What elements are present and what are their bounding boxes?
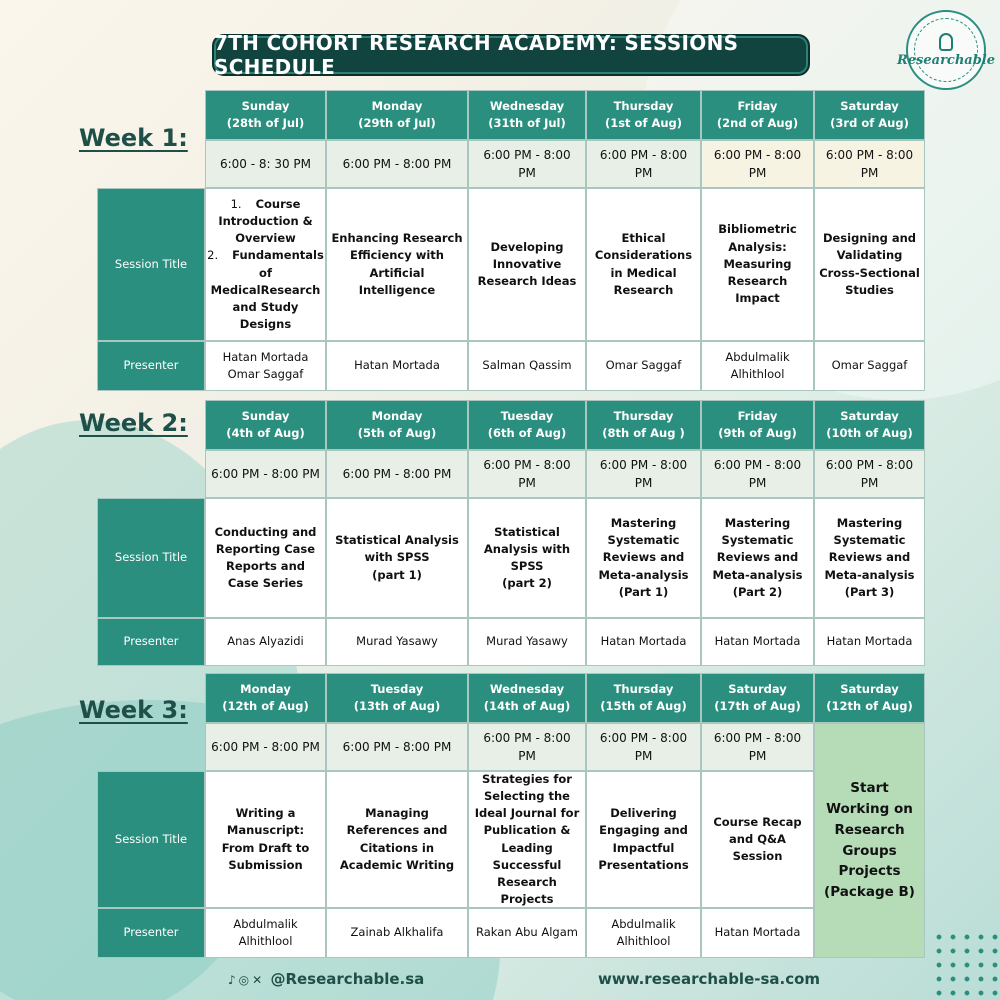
session-topic-list [207,196,324,334]
day-header-text [605,98,682,133]
social-handle[interactable] [228,970,424,988]
day-name: Thursday [613,408,674,423]
session-time: 6:00 PM - 8:00 PM [326,723,468,771]
presenter-name [701,908,814,958]
session-time: 6:00 PM - 8:00 PM [468,140,586,188]
presenter-name [326,908,468,958]
session-title [326,771,468,908]
week-2-label: Week 2: [79,409,188,437]
day-header [205,90,326,140]
presenter-name [468,618,586,666]
day-header-text [484,681,570,716]
session-title [586,498,701,618]
day-name: Saturday [728,681,787,696]
presenter-name-text: Omar Saggaf [605,358,682,373]
corner-empty [97,400,205,450]
week-2-schedule [97,400,925,666]
day-header-text [358,98,436,133]
website-link[interactable]: www.researchable-sa.com [598,970,821,988]
session-title [586,188,701,341]
session-topic-item [207,247,324,333]
day-name: Wednesday [489,681,565,696]
session-topic-text: Course Introduction & Overview [218,196,313,245]
list-number: 2. [207,248,219,263]
week-3-schedule [97,673,925,958]
session-title-text: Delivering Engaging and Impactful Presentations [598,806,689,872]
session-time: 6:00 PM - 8:00 PM [701,723,814,771]
day-header [586,673,701,723]
presenter-name [814,341,925,391]
session-title [586,771,701,908]
day-name: Sunday [241,98,290,113]
session-title-text: Enhancing Research Efficiency with Artificial Intelligence [331,231,463,297]
day-date: (10th of Aug) [826,426,913,440]
tiktok-icon[interactable]: ♪ [228,973,236,987]
session-time: 6:00 PM - 8:00 PM [468,723,586,771]
week-1-label: Week 1: [79,124,188,152]
week-1-schedule [97,90,925,391]
day-header [205,673,326,723]
day-header [326,90,468,140]
presenter-name [701,618,814,666]
week-3-label: Week 3: [79,696,188,724]
day-header-text [826,408,912,443]
day-header [814,673,925,723]
session-title-text: Statistical Analysis with SPSS (part 1) [335,533,459,582]
day-header [468,400,586,450]
session-time: 6:00 PM - 8:00 PM [205,723,326,771]
decorative-dots [932,930,1000,1000]
session-time: 6:00 PM - 8:00 PM [701,140,814,188]
presenter-name [326,618,468,666]
presenter-name [326,341,468,391]
day-header [814,90,925,140]
corner-empty [97,673,205,723]
presenter-name [468,908,586,958]
presenter-name-text: Anas Alyazidi [227,634,304,649]
day-header-text [714,681,800,716]
social-handle-text: @Researchable.sa [270,970,425,988]
day-header [701,673,814,723]
day-header-text [488,98,566,133]
logo-text: Researchable [896,52,996,68]
day-date: (29th of Jul) [358,116,436,130]
day-date: (31th of Jul) [488,116,566,130]
session-title-text: Course Recap and Q&A Session [713,814,802,864]
session-title [701,771,814,908]
day-date: (3rd of Aug) [830,116,909,130]
day-date: (6th of Aug) [487,426,567,440]
corner-empty [97,140,205,188]
presenter-name-text: Omar Saggaf [831,358,908,373]
session-time: 6:00 PM - 8:00 PM [205,450,326,498]
presenter-name-text: Abdulmalik Alhithlool [611,916,676,948]
day-header-text [488,408,566,443]
day-header-text [226,408,304,443]
session-title [814,498,925,618]
session-time: 6:00 PM - 8:00 PM [586,140,701,188]
session-time: 6:00 PM - 8:00 PM [814,450,925,498]
session-topic-item [207,196,324,248]
session-time: 6:00 PM - 8:00 PM [814,140,925,188]
day-header-text [830,98,909,133]
day-name: Wednesday [489,98,565,113]
day-header [326,400,468,450]
presenter-name-text: Hatan Mortada Omar Saggaf [222,349,309,381]
day-date: (1st of Aug) [604,116,683,130]
presenter-name-text: Abdulmalik Alhithlool [725,349,790,381]
logo-ring [914,18,978,82]
presenter-name-text: Hatan Mortada [826,634,913,649]
day-header-text [826,681,912,716]
x-icon[interactable]: ✕ [252,973,263,987]
session-title-text: Designing and Validating Cross-Sectional Studies [819,231,920,297]
day-header [586,90,701,140]
session-title-text: Statistical Analysis with SPSS (part 2) [483,524,571,591]
session-title [205,188,326,341]
instagram-icon[interactable]: ◎ [238,973,250,987]
session-title [701,498,814,618]
day-date: (17th of Aug) [714,699,801,713]
day-name: Saturday [840,98,899,113]
day-header-text [600,681,686,716]
session-title [468,498,586,618]
day-date: (2nd of Aug) [716,116,799,130]
session-title-text: Mastering Systematic Reviews and Meta-analysis (Part 1) [598,515,689,599]
project-work-text: Start Working on Research Groups Projects (Package B) [824,779,915,901]
session-title [326,498,468,618]
session-title [468,771,586,908]
session-time: 6:00 PM - 8:00 PM [326,140,468,188]
session-time: 6:00 PM - 8:00 PM [586,723,701,771]
day-header-text [358,408,436,443]
day-name: Thursday [613,681,674,696]
presenter-name [205,341,326,391]
list-number: 1. [230,196,242,211]
day-header-text [717,98,798,133]
day-header-text [222,681,308,716]
presenter-name [205,618,326,666]
row-label-presenter: Presenter [97,908,205,958]
day-date: (14th of Aug) [483,699,571,713]
day-date: (15th of Aug) [600,699,687,713]
row-label-session-title: Session Title [97,498,205,618]
day-name: Saturday [840,408,899,423]
day-date: (13th of Aug) [353,699,441,713]
row-label-session-title: Session Title [97,771,205,908]
corner-empty [97,450,205,498]
day-name: Friday [737,98,778,113]
presenter-name-text: Salman Qassim [482,358,572,373]
day-header-text [354,681,440,716]
row-label-presenter: Presenter [97,341,205,391]
day-header [701,90,814,140]
presenter-name-text: Zainab Alkhalifa [350,925,444,940]
presenter-name-text: Abdulmalik Alhithlool [233,916,298,948]
day-name: Tuesday [370,681,424,696]
day-name: Monday [371,408,423,423]
brand-logo [896,10,996,90]
day-header [205,400,326,450]
session-title-text: Mastering Systematic Reviews and Meta-analysis (Part 2) [712,515,803,599]
day-date: (12th of Aug) [826,699,913,713]
day-date: (8th of Aug ) [602,426,685,440]
session-title-text: Bibliometric Analysis: Measuring Research Impact [718,222,797,306]
session-title [326,188,468,341]
day-header [701,400,814,450]
presenter-name-text: Hatan Mortada [600,634,687,649]
presenter-name [468,341,586,391]
corner-empty [97,90,205,140]
day-header-text [227,98,305,133]
day-header [468,90,586,140]
day-date: (4th of Aug) [226,426,305,440]
presenter-name [586,618,701,666]
day-date: (28th of Jul) [226,116,305,130]
session-time: 6:00 PM - 8:00 PM [326,450,468,498]
session-title [205,498,326,618]
presenter-name [205,908,326,958]
day-date: (5th of Aug) [357,426,437,440]
day-header [468,673,586,723]
session-title-text: Strategies for Selecting the Ideal Journal for Publication & Leading Successful Research Projects [474,771,580,907]
day-name: Monday [240,681,291,696]
row-label-session-title: Session Title [97,188,205,341]
presenter-name [814,618,925,666]
day-name: Friday [737,408,778,423]
session-title-text: Mastering Systematic Reviews and Meta-analysis (Part 3) [824,515,915,599]
day-header-text [718,408,796,443]
session-title-text: Ethical Considerations in Medical Research [594,231,693,297]
day-name: Sunday [241,408,290,423]
session-time: 6:00 PM - 8:00 PM [468,450,586,498]
day-header [814,400,925,450]
session-title-text: Managing References and Citations in Academic Writing [339,806,455,872]
session-title [814,188,925,341]
presenter-name-text: Rakan Abu Algam [476,925,578,940]
day-name: Saturday [840,681,899,696]
day-header [326,673,468,723]
presenter-name-text: Murad Yasawy [486,634,568,649]
project-work-box [814,723,925,958]
session-time: 6:00 PM - 8:00 PM [701,450,814,498]
day-name: Monday [371,98,423,113]
page-title: 7TH COHORT RESEARCH ACADEMY: SESSIONS SCHEDULE [212,34,810,76]
presenter-name [701,341,814,391]
day-name: Tuesday [500,408,554,423]
session-title-text: Writing a Manuscript: From Draft to Submission [221,806,310,872]
session-title [701,188,814,341]
corner-empty [97,723,205,771]
presenter-name [586,908,701,958]
day-date: (12th of Aug) [222,699,309,713]
presenter-name-text: Hatan Mortada [714,634,801,649]
session-title [205,771,326,908]
session-topic-text: Fundamentals of MedicalResearch and Study Designs [210,248,324,332]
presenter-name-text: Hatan Mortada [714,925,801,940]
day-header [586,400,701,450]
session-title [468,188,586,341]
session-title-text: Developing Innovative Research Ideas [477,239,577,289]
presenter-name [586,341,701,391]
day-header-text [602,408,684,443]
presenter-name-text: Murad Yasawy [356,634,438,649]
presenter-name-text: Hatan Mortada [354,358,440,373]
day-date: (9th of Aug) [718,426,797,440]
session-time: 6:00 - 8: 30 PM [205,140,326,188]
session-time: 6:00 PM - 8:00 PM [586,450,701,498]
day-name: Thursday [613,98,674,113]
session-title-text: Conducting and Reporting Case Reports and Case Series [214,524,317,591]
row-label-presenter: Presenter [97,618,205,666]
